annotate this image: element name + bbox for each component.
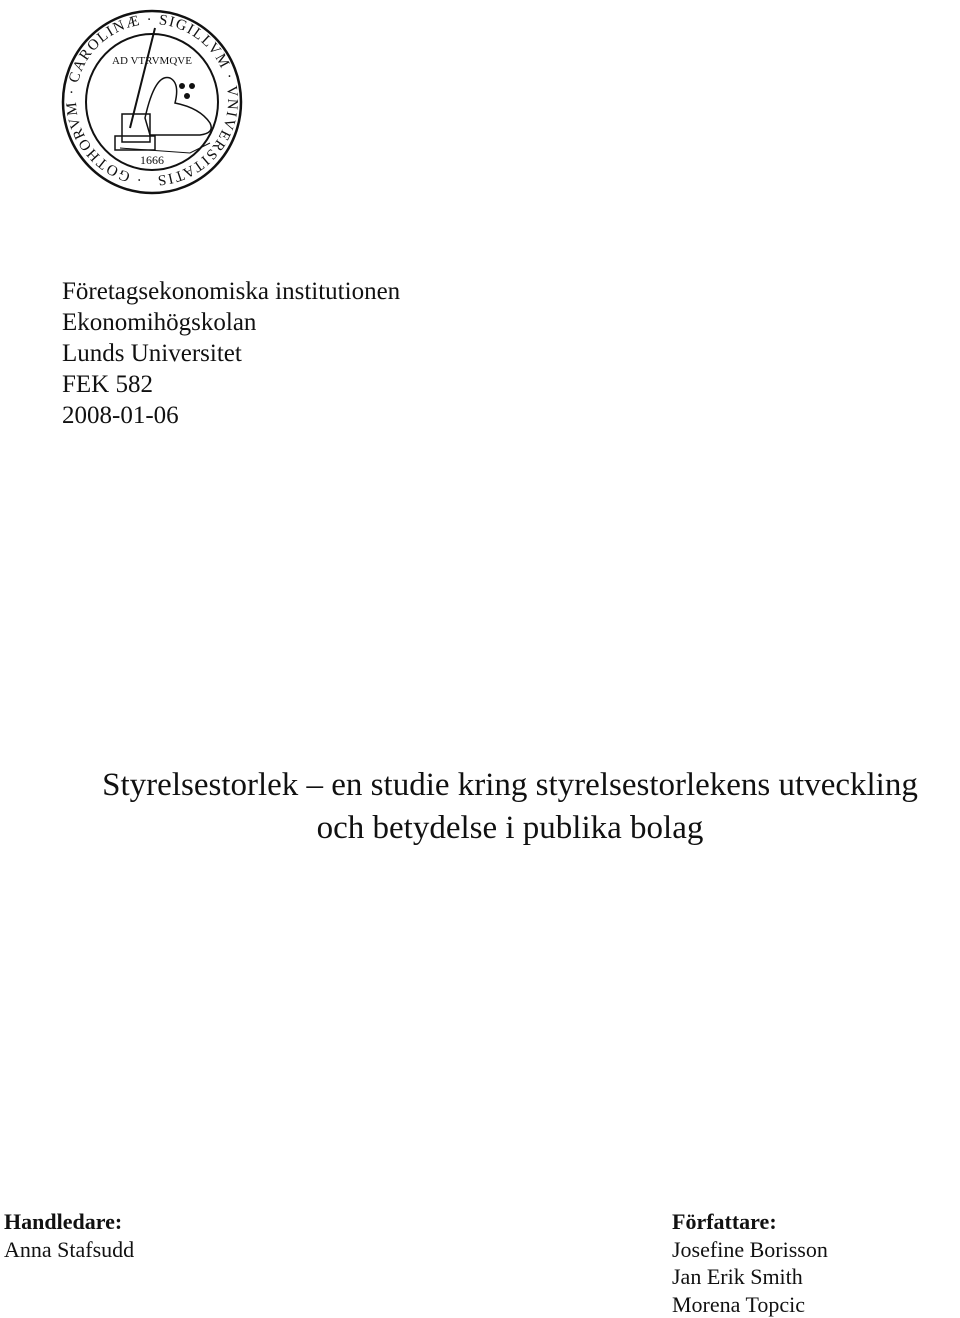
svg-text:1666: 1666: [140, 153, 164, 167]
author-name: Morena Topcic: [672, 1291, 828, 1318]
supervisor-name: Anna Stafsudd: [4, 1236, 134, 1264]
document-date: 2008-01-06: [62, 400, 400, 431]
svg-text:AD VTRVMQVE: AD VTRVMQVE: [112, 55, 192, 67]
author-name: Jan Erik Smith: [672, 1263, 828, 1291]
document-title: [60, 764, 960, 850]
course-code: FEK 582: [62, 369, 400, 400]
title-line-2: och betydelse i publika bolag: [60, 807, 960, 850]
authors-block: [672, 1208, 828, 1318]
author-name: Josefine Borisson: [672, 1236, 828, 1264]
supervisor-label: Handledare:: [4, 1208, 134, 1236]
title-line-1: Styrelsestorlek – en studie kring styrelsestorlekens utveckling: [60, 764, 960, 807]
supervisor-block: [4, 1208, 134, 1263]
svg-text:· GOTHORVM · CAROLINÆ · SIGILL: · GOTHORVM · CAROLINÆ · SIGILLVM · VNIVERSITATIS: [64, 12, 241, 188]
university-seal-logo: [60, 8, 244, 196]
school-name: Ekonomihögskolan: [62, 307, 400, 338]
document-header: [62, 276, 400, 431]
authors-label: Författare:: [672, 1208, 828, 1236]
university-name: Lunds Universitet: [62, 338, 400, 369]
department-name: Företagsekonomiska institutionen: [62, 276, 400, 307]
